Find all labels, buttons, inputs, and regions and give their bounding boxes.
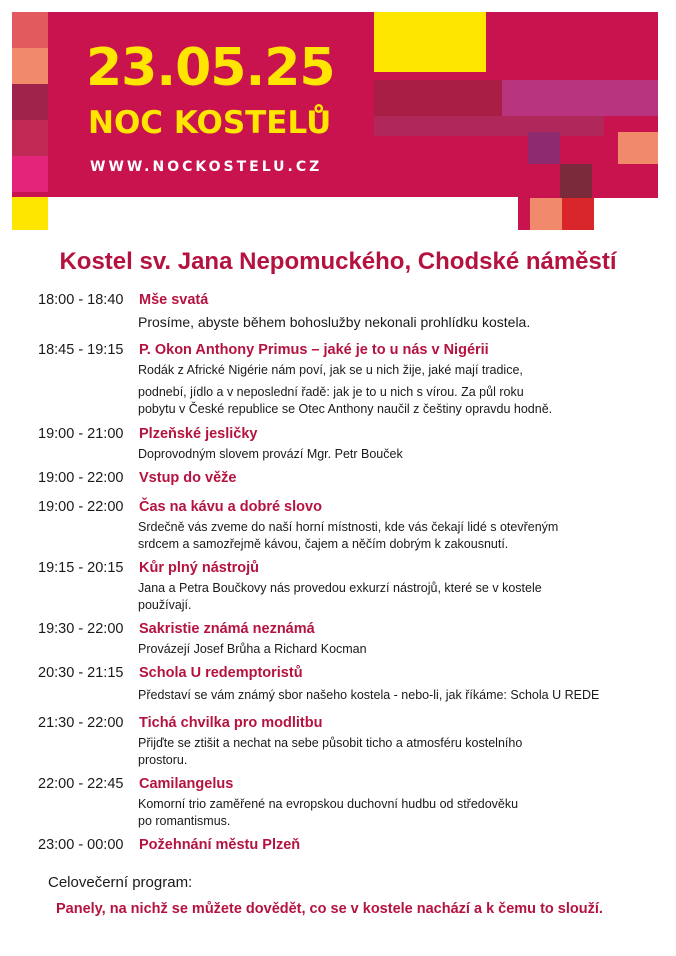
program-description: Komorní trio zaměřené na evropskou duchovní hudbu od středověku bbox=[138, 797, 519, 811]
program-title: Požehnání městu Plzeň bbox=[139, 837, 301, 853]
church-title: Kostel sv. Jana Nepomuckého, Chodské náměstí bbox=[59, 248, 617, 275]
program-time: 19:00 - 22:00 bbox=[38, 499, 124, 515]
program-description: Přijďte se ztišit a nechat na sebe působit ticho a atmosféru kostelního bbox=[138, 736, 523, 750]
program-title: Mše svatá bbox=[139, 292, 209, 308]
program-time: 19:15 - 20:15 bbox=[38, 560, 124, 576]
decor-square bbox=[374, 12, 486, 72]
decor-square bbox=[592, 164, 658, 198]
decor-square bbox=[12, 120, 48, 156]
program-title: Kůr plný nástrojů bbox=[139, 560, 260, 576]
allday-label: Celovečerní program: bbox=[48, 874, 193, 891]
program-time: 18:00 - 18:40 bbox=[38, 292, 124, 308]
program-title: Sakristie známá neznámá bbox=[139, 621, 315, 637]
event-name: NOC KOSTELŮ bbox=[88, 105, 332, 141]
decor-square bbox=[502, 80, 658, 116]
decor-square bbox=[562, 198, 594, 230]
program-description: srdcem a samozřejmě kávou, čajem a něčím dobrým k zakousnutí. bbox=[138, 537, 509, 551]
decor-square bbox=[12, 12, 48, 48]
program-description: Doprovodným slovem provází Mgr. Petr Bouček bbox=[138, 447, 403, 461]
decor-square bbox=[12, 197, 48, 230]
program-time: 19:00 - 22:00 bbox=[38, 470, 124, 486]
program-title: Tichá chvilka pro modlitbu bbox=[139, 715, 323, 731]
decor-square bbox=[528, 132, 560, 164]
program-title: Čas na kávu a dobré slovo bbox=[139, 499, 322, 515]
program-description: Jana a Petra Boučkovy nás provedou exkurzí nástrojů, které se v kostele bbox=[138, 581, 542, 595]
program-title: P. Okon Anthony Primus – jaké je to u nás v Nigérii bbox=[139, 342, 489, 358]
program-time: 20:30 - 21:15 bbox=[38, 665, 124, 681]
decor-square bbox=[560, 164, 592, 198]
program-title: Vstup do věže bbox=[139, 470, 237, 486]
program-description: podnebí, jídlo a v neposlední řadě: jak je to u nich s vírou. Za půl roku bbox=[138, 385, 524, 399]
event-date: 23.05.25 bbox=[86, 38, 335, 98]
program-description: Představí se vám známý sbor našeho kostela - nebo-li, jak říkáme: Schola U REDE bbox=[138, 688, 600, 702]
program-time: 23:00 - 00:00 bbox=[38, 837, 124, 853]
program-description: Provázejí Josef Brůha a Richard Kocman bbox=[138, 642, 367, 656]
decor-square bbox=[374, 80, 502, 116]
decor-square bbox=[618, 132, 658, 168]
banner-bottom-strip bbox=[12, 197, 518, 233]
decor-square bbox=[12, 156, 48, 192]
program-description: pobytu v České republice se Otec Anthony naučil z češtiny opravdu hodně. bbox=[138, 402, 553, 416]
program-description: Prosíme, abyste během bohoslužby nekonali prohlídku kostela. bbox=[138, 314, 531, 330]
program-time: 21:30 - 22:00 bbox=[38, 715, 124, 731]
decor-square bbox=[594, 198, 658, 230]
program-time: 19:00 - 21:00 bbox=[38, 426, 124, 442]
program-title: Camilangelus bbox=[139, 776, 234, 792]
allday-text: Panely, na nichž se můžete dovědět, co se v kostele nachází a k čemu to slouží. bbox=[56, 901, 603, 917]
program-description: po romantismus. bbox=[138, 814, 231, 828]
program-time: 19:30 - 22:00 bbox=[38, 621, 124, 637]
program-description: prostoru. bbox=[138, 753, 188, 767]
program-description: Srdečně vás zveme do naší horní místnosti, kde vás čekají lidé s otevřeným bbox=[138, 520, 559, 534]
program-description: používají. bbox=[138, 598, 192, 612]
program-title: Plzeňské jesličky bbox=[139, 426, 258, 442]
decor-square bbox=[12, 48, 48, 84]
program-description: Rodák z Africké Nigérie nám poví, jak se u nich žije, jaké mají tradice, bbox=[138, 363, 523, 377]
program-time: 18:45 - 19:15 bbox=[38, 342, 124, 358]
decor-square bbox=[12, 84, 48, 120]
decor-square bbox=[374, 116, 604, 136]
event-url: WWW.NOCKOSTELU.CZ bbox=[90, 159, 323, 175]
program-time: 22:00 - 22:45 bbox=[38, 776, 124, 792]
program-title: Schola U redemptoristů bbox=[139, 665, 303, 681]
decor-square bbox=[530, 198, 562, 230]
